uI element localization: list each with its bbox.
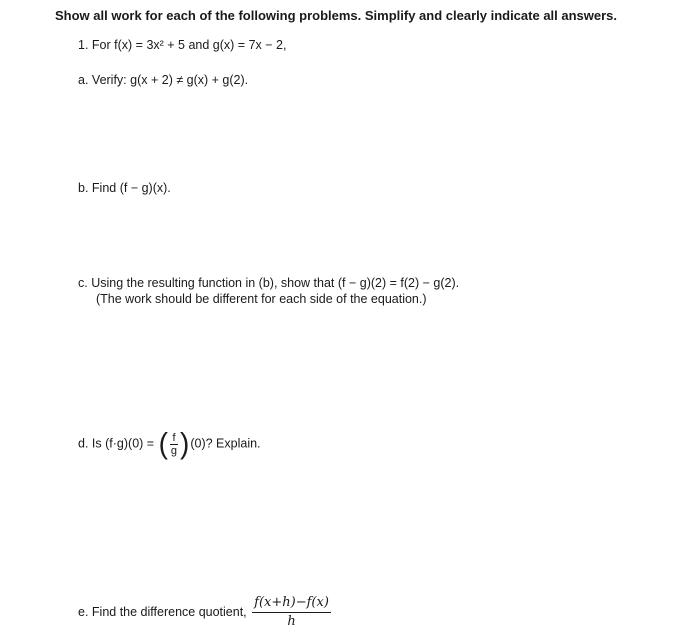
part-c-line1: Using the resulting function in (b), show that (f − g)(2) = f(2) − g(2). [91,276,460,290]
problem-1-statement: For f(x) = 3x² + 5 and g(x) = 7x − 2, [91,38,287,52]
part-d-suffix: (0)? Explain. [190,436,261,451]
part-e-text: Find the difference quotient, [91,604,247,619]
part-c [78,276,459,290]
part-d [78,427,261,460]
part-d-prefix: Is (f·g)(0) = [91,436,155,451]
fraction-denominator: g [170,444,178,457]
right-paren: ) [180,427,190,460]
f-over-g-fraction [158,427,190,460]
part-a [78,73,248,87]
part-a-text: Verify: g(x + 2) ≠ g(x) + g(2). [91,73,249,87]
instructions-heading: Show all work for each of the following problems. Simplify and clearly indicate all answers. [55,8,618,23]
part-b-label: b. [78,181,89,195]
problem-1-number: 1. [78,38,89,52]
difference-quotient-denominator: h [287,614,296,629]
part-c-line2: (The work should be different for each side of the equation.) [96,292,427,306]
left-paren: ( [158,427,168,460]
part-c-label: c. [78,276,88,290]
fraction-numerator: f [172,431,176,444]
part-c-note [96,292,427,306]
part-b [78,181,171,195]
part-a-label: a. [78,73,89,87]
difference-quotient-numerator: f(x+h)−f(x) [252,594,331,613]
problem-1 [78,38,286,52]
part-e [78,594,331,631]
part-b-text: Find (f − g)(x). [91,181,171,195]
difference-quotient [252,594,331,631]
part-d-label: d. [78,436,89,451]
part-e-label: e. [78,604,89,619]
